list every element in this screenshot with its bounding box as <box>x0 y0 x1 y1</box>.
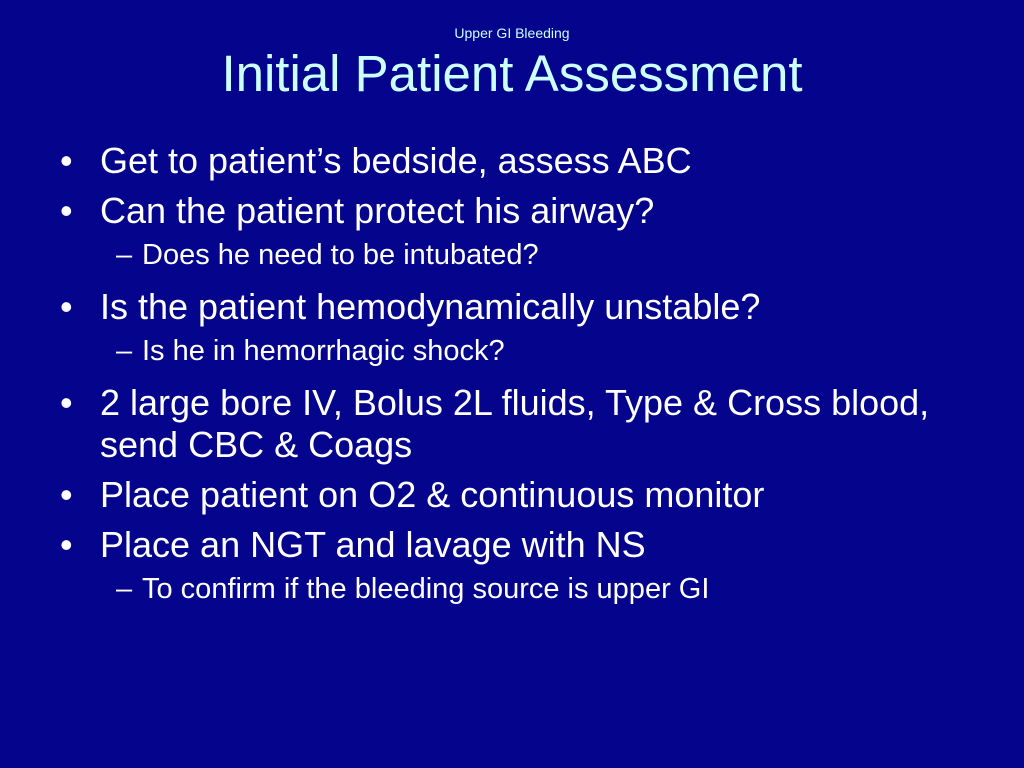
sub-bullet-item <box>60 238 990 272</box>
bullet-text: Is the patient hemodynamically unstable? <box>100 286 761 327</box>
bullet-text: Can the patient protect his airway? <box>100 190 655 231</box>
bullet-text: Place an NGT and lavage with NS <box>100 524 646 565</box>
sub-bullet-text: Is he in hemorrhagic shock? <box>142 335 505 367</box>
sub-bullet-item <box>60 334 990 368</box>
bullet-item <box>60 140 990 182</box>
sub-bullet-text: Does he need to be intubated? <box>142 239 539 271</box>
bullet-marker: • <box>60 190 73 231</box>
sub-bullet-text: To confirm if the bleeding source is upper GI <box>142 573 710 605</box>
bullet-item <box>60 286 990 328</box>
bullet-text: Get to patient’s bedside, assess ABC <box>100 140 692 181</box>
bullet-item <box>60 190 990 232</box>
bullet-marker: • <box>60 524 73 565</box>
bullet-marker: • <box>60 140 73 181</box>
bullet-text: Place patient on O2 & continuous monitor <box>100 474 765 515</box>
bullet-marker: • <box>60 474 73 515</box>
sub-bullet-marker: – <box>116 335 133 367</box>
sub-bullet-marker: – <box>116 573 133 605</box>
bullet-list <box>60 140 990 620</box>
bullet-item <box>60 382 990 466</box>
bullet-text: 2 large bore IV, Bolus 2L fluids, Type & Cross blood, send CBC & Coags <box>100 382 930 465</box>
bullet-item <box>60 474 990 516</box>
slide-subtitle: Upper GI Bleeding <box>454 25 570 41</box>
bullet-item <box>60 524 990 566</box>
sub-bullet-item <box>60 572 990 606</box>
sub-bullet-marker: – <box>116 239 133 271</box>
slide-title: Initial Patient Assessment <box>221 45 803 102</box>
bullet-marker: • <box>60 382 73 423</box>
bullet-marker: • <box>60 286 73 327</box>
